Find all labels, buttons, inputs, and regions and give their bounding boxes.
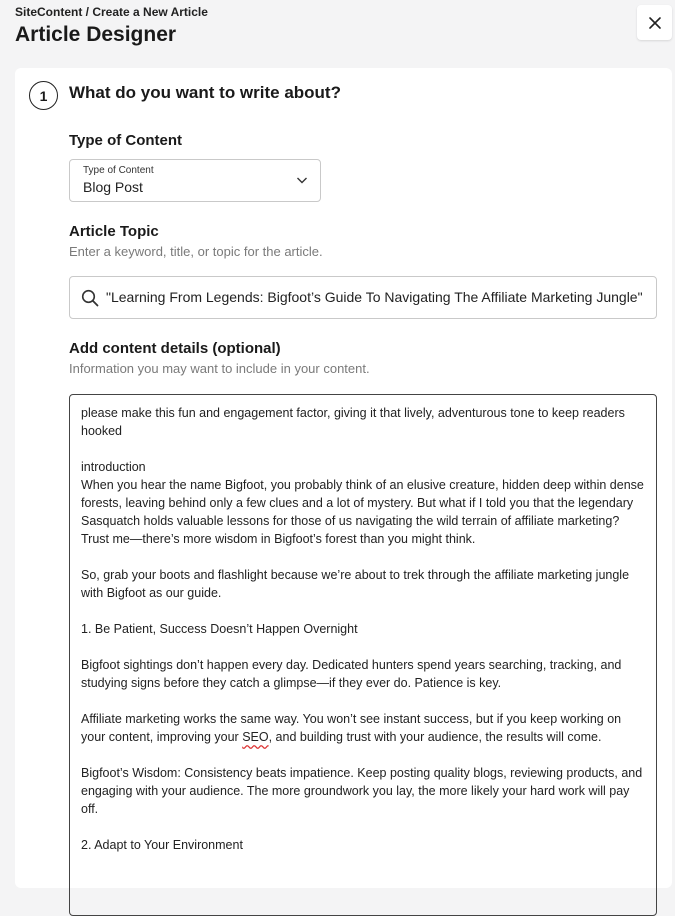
details-paragraph: please make this fun and engagement factor, giving it that lively, adventurous tone to keep readers hooked — [81, 406, 625, 438]
article-topic-label: Article Topic — [69, 223, 159, 240]
details-heading: introduction — [81, 460, 146, 474]
content-details-hint: Information you may want to include in your content. — [69, 361, 370, 376]
article-designer-card — [15, 68, 672, 888]
type-of-content-select[interactable] — [69, 159, 321, 202]
select-value: Blog Post — [83, 179, 143, 195]
details-paragraph: Bigfoot sightings don’t happen every day. Dedicated hunters spend years searching, tracking, and studying signs before they catch a glimpse—if they ever do. Patience is key. — [81, 658, 622, 690]
step-title: What do you want to write about? — [69, 83, 341, 102]
details-paragraph — [81, 710, 646, 746]
close-button[interactable] — [637, 5, 672, 40]
details-paragraph: When you hear the name Bigfoot, you probably think of an elusive creature, hidden deep within dense forests, leaving behind only a few clues and a lot of mystery. But what if I told you that the legendary Sasquatch holds valuable lessons for those of us navigating the wild terrain of affiliate marketing? Trust me—there’s more wisdom in Bigfoot’s forest than you might think. — [81, 478, 644, 546]
details-text: , and building trust with your audience, the results will come. — [268, 730, 602, 744]
article-topic-hint: Enter a keyword, title, or topic for the article. — [69, 244, 323, 259]
breadcrumb[interactable]: SiteContent / Create a New Article — [15, 5, 208, 19]
page-title: Article Designer — [15, 23, 177, 46]
chevron-down-icon — [296, 174, 308, 186]
spellcheck-word: SEO — [242, 730, 269, 744]
details-paragraph: 2. Adapt to Your Environment — [81, 838, 243, 852]
content-details-textarea[interactable] — [69, 394, 657, 916]
search-icon — [81, 289, 99, 307]
details-paragraph: 1. Be Patient, Success Doesn’t Happen Overnight — [81, 622, 358, 636]
content-details-label: Add content details (optional) — [69, 340, 281, 357]
details-paragraph: Bigfoot’s Wisdom: Consistency beats impatience. Keep posting quality blogs, reviewing products, and engaging with your audience. The more groundwork you lay, the more likely your hard work will pay off. — [81, 766, 643, 816]
type-of-content-label: Type of Content — [69, 132, 183, 149]
article-topic-value: "Learning From Legends: Bigfoot’s Guide To Navigating The Affiliate Marketing Jungle" — [106, 289, 643, 305]
close-icon — [648, 16, 662, 30]
step-number-badge: 1 — [29, 81, 58, 110]
details-paragraph: So, grab your boots and flashlight because we’re about to trek through the affiliate marketing jungle with Bigfoot as our guide. — [81, 568, 630, 600]
page-header — [15, 5, 208, 47]
details-text: Affiliate marketing works the same way. You won’t see instant success, but if you keep working on your content, improving your — [81, 712, 622, 744]
select-floating-label: Type of Content — [83, 165, 154, 176]
article-topic-input[interactable] — [69, 276, 657, 319]
